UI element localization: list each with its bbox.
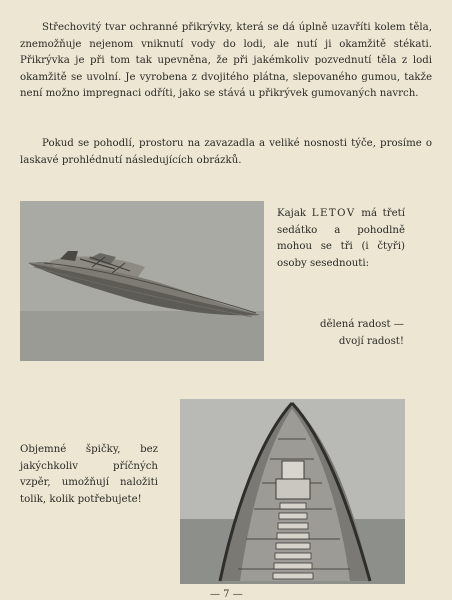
motto-line-1: dělená radost — bbox=[319, 319, 404, 330]
caption-post: má třetí sedátko a pohodlně mohou se tři (i čtyři) osoby sesednouti: bbox=[277, 208, 405, 269]
brand-name: LETOV bbox=[311, 208, 356, 219]
kayak-interior-illustration bbox=[180, 399, 405, 584]
caption-roomy-bows: Objemné špičky, bez jakýchkoliv příčných vzpěr, umožňují naložiti tolik, kolik potřebujete! bbox=[20, 444, 158, 505]
kayak-three-seats-photo bbox=[20, 201, 264, 361]
caption-pre: Kajak bbox=[277, 208, 312, 219]
page-number: — 7 — bbox=[210, 589, 243, 600]
paragraph-cover-description: Střechovitý tvar ochranné přikrývky, která se dá úplně uzavříti kolem těla, znemožňuje nejenom vniknutí vody do lodi, ale nutí ji okamžitě stékati. Přikrývka je při tom tak upevněna, že při jakémkoliv pozvednutí těla z lodi okamžitě se uvolní. Je vyrobena z dvojitého plátna, slepovaného gumou, takže není možno impregnaci odříti, jako se stává u přikrývek gumovaných navrch. bbox=[20, 22, 432, 99]
paragraph-see-pictures: Pokud se pohodlí, prostoru na zavazadla a veliké nosnosti týče, prosíme o laskavé prohlédnutí následujících obrázků. bbox=[20, 138, 432, 166]
caption-motto bbox=[276, 317, 404, 350]
caption-kayak-third-seat bbox=[277, 206, 405, 272]
kayak-interior-photo bbox=[180, 399, 405, 584]
kayak-side-view-illustration bbox=[20, 201, 264, 361]
motto-line-2: dvojí radost! bbox=[338, 335, 404, 347]
